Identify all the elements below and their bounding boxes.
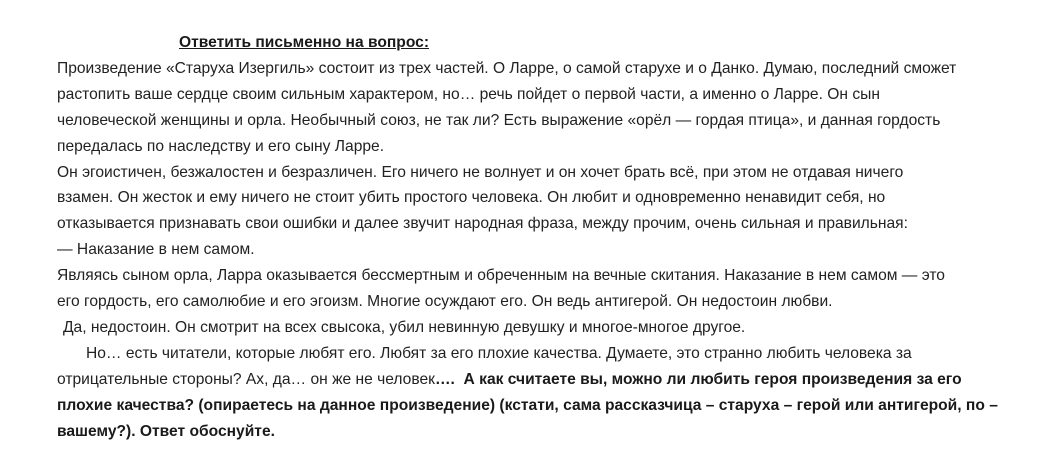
- text-line: растопить ваше сердце своим сильным характером, но… речь пойдет о первой части, а именно о Ларре. Он сын: [57, 85, 880, 103]
- text-line: взамен. Он жесток и ему ничего не стоит убить простого человека. Он любит и одновременно ненавидит себя, но: [57, 189, 886, 207]
- document-body: [57, 30, 1017, 445]
- question-line: вашему?). Ответ обоснуйте.: [57, 422, 275, 440]
- text-line: его гордость, его самолюбие и его эгоизм. Многие осуждают его. Он ведь антигерой. Он недостоин любви.: [57, 293, 833, 311]
- text-segment: отрицательные стороны? Ах, да… он же не человек: [57, 370, 435, 388]
- text-line: Являясь сыном орла, Ларра оказывается бессмертным и обреченным на вечные скитания. Наказание в нем самом — это: [57, 267, 945, 285]
- text-line: Произведение «Старуха Изергиль» состоит из трех частей. О Ларре, о самой старухе и о Данко. Думаю, последний сможет: [57, 59, 957, 77]
- quote-line: — Наказание в нем самом.: [57, 241, 255, 259]
- question-text: А как считаете вы, можно ли любить героя произведения за его: [454, 370, 962, 388]
- text-line: Но… есть читатели, которые любят его. Любят за его плохие качества. Думаете, это странно любить человека за: [86, 344, 912, 362]
- assignment-heading: Ответить письменно на вопрос:: [179, 34, 430, 51]
- text-line: Он эгоистичен, безжалостен и безразличен. Его ничего не волнует и он хочет брать всё, при этом не отдавая ничего: [57, 163, 904, 181]
- text-line: человеческой женщины и орла. Необычный союз, не так ли? Есть выражение «орёл — гордая птица», и данная гордость: [57, 111, 941, 129]
- bold-ellipsis: ….: [434, 370, 455, 388]
- text-line-mixed: [57, 367, 1017, 393]
- text-line: отказывается признавать свои ошибки и далее звучит народная фраза, между прочим, очень сильная и правильная:: [57, 215, 908, 233]
- text-line: Да, недостоин. Он смотрит на всех свысока, убил невинную девушку и многое-многое другое.: [63, 318, 746, 336]
- question-line: плохие качества? (опираетесь на данное произведение) (кстати, сама рассказчица – старуха – герой или антигерой, по –: [57, 396, 998, 414]
- text-line: передалась по наследству и его сыну Ларре.: [57, 137, 385, 155]
